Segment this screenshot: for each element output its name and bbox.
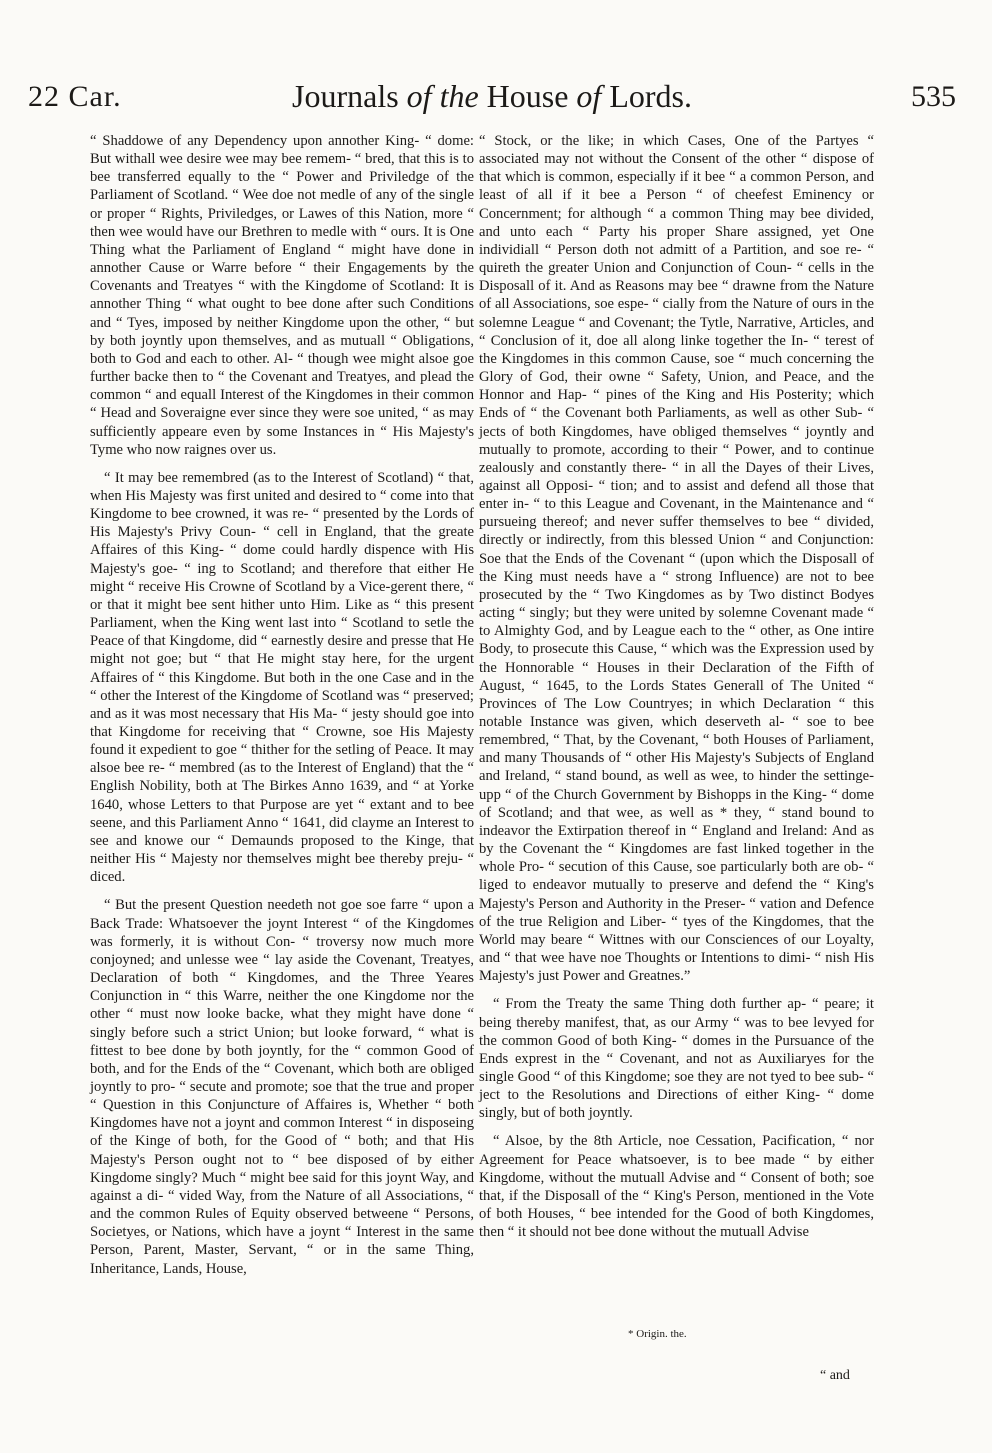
paragraph: “ Alsoe, by the 8th Article, noe Cessation, Pacification, “ nor Agreement for Peace whatsoever, is to bee made “ by either Kingdome, without the mutuall Advise and “ Consent of both; soe that, if the Disposall of the “ King's Person, mentioned in the Vote of both Houses, “ bee intended for the Good of both Kingdomes, then “ it should not bee done without the mutuall Advise [479, 1133, 874, 1241]
regnal-year: 22 Car. [28, 80, 122, 113]
page-number: 535 [911, 80, 956, 113]
title-word: House [486, 78, 569, 114]
footnote: * Origin. the. [628, 1328, 687, 1340]
left-column [90, 132, 474, 1288]
title-word: Journals [292, 78, 399, 114]
title-word: of [406, 78, 432, 114]
paragraph: “ From the Treaty the same Thing doth further ap- “ peare; it being thereby manifest, that, as our Army “ was to bee levyed for the common Good of both King- “ domes in the Pursuance of the Ends exprest in the “ Covenant, and not as Auxiliaryes for the single Good “ of this Kingdome; soe they are not tyed to bee sub- “ ject to the Resolutions and Directions of either King- “ dome singly, but of both joyntly. [479, 996, 874, 1122]
catchword: “ and [820, 1368, 850, 1383]
title-word: of [576, 78, 602, 114]
paragraph: “ Stock, or the like; in which Cases, One of the Partyes “ associated may not without the Consent of the other “ dispose of that which is common, especially if it bee “ a common Person, and least of all if it bee a Person “ of cheefest Eminency or Concernment; for although “ a common Thing may bee divided, and unto each “ Party his proper Share assigned, yet One individiall “ Person doth not admitt of a Partition, and soe re- “ quireth the greater Union and Conjunction of Coun- “ cells in the Disposall of it. And as Reasons may bee “ drawne from the Nature of all Associations, soe espe- “ cially from the Nature of ours in the solemne League “ and Covenant; the Tytle, Narrative, Articles, and “ Conclusion of it, doe all along linke together the In- “ terest of the Kingdomes in this common Cause, soe “ much concerning the Glory of God, their owne “ Safety, Union, and Peace, and the Honnor and Hap- “ pines of the King and His Posterity; which Ends of “ the Covenant both Parliaments, as well as other Sub- “ jects of both Kingdomes, have obliged themselves “ joyntly and mutually to promote, according to their “ Power, and to continue zealously and constantly there- “ in all the Dayes of their Lives, against all Opposi- “ tion; and to assist and defend all those that enter in- “ to this League and Covenant, in the Maintenance and “ pursueing thereof; and never suffer themselves to bee “ divided, directly or indirectly, from this blessed Union “ and Conjunction: Soe that the Ends of the Covenant “ (upon which the Disposall of the King must needs have a “ strong Influence) are not to bee prosecuted by the “ Two Kingdomes as by Two distinct Bodyes acting “ singly; but they were united by solemne Covenant made “ to Almighty God, and by League each to the “ other, as One intire Body, to prosecute this Cause, “ which was the Expression used by the Honnorable “ Houses in their Declaration of the Fifth of August, “ 1645, to the Lords States Generall of The United “ Provinces of The Low Countryes; in which Declaration “ this notable Instance was given, which deserveth al- “ soe to bee remembred, “ That, by the Covenant, “ both Houses of Parliament, and many Thousands of “ other His Majesty's Subjects of England and Ireland, “ stand bound, as well as wee, to hinder the settinge-upp “ of the Church Government by Bishopps in the King- “ dome of Scotland; and that wee, as well as * they, “ stand bound to indeavor the Extirpation thereof in “ England and Ireland: And as by the Covenant the “ Kingdomes are fast linked together in the whole Pro- “ secution of this Cause, soe particularly both are ob- “ liged to endeavor mutually to preserve and defend the “ King's Majesty's Person and Authority in the Preser- “ vation and Defence of the true Religion and Liber- “ tyes of the Kingdomes, that the World may beare “ Wittnes with our Consciences of our Loyalty, and “ that wee have noe Thoughts or Intentions to dimi- “ nish His Majesty's just Power and Greatnes.” [479, 133, 874, 985]
paragraph: “ Shaddowe of any Dependency upon annother King- “ dome: But withall wee desire wee may bee remem- “ bred, that this is to bee transferred equally to the “ Power and Priviledge of the Parliament of Scotland. “ Wee doe not medle of any of the single or proper “ Rights, Priviledges, or Lawes of this Nation, more “ then wee would have our Brethren to medle with “ ours. It is One Thing what the Parliament of England “ might have done in annother Cause or Warre before “ their Engagements by the Covenants and Treatyes “ with the Kingdome of Scotland: It is annother Thing “ what ought to bee done after such Conditions and “ Tyes, imposed by neither Kingdome upon the other, “ but by both joyntly upon themselves, and as mutuall “ Obligations, both to God and each to other. Al- “ though wee might alsoe goe further backe then to “ the Covenant and Treatyes, and plead the common “ and equall Interest of the Kingdomes in their common “ Head and Soveraigne ever since they were soe united, “ as may sufficiently appeare even by some Instances in “ His Majesty's Tyme who now raignes over us. [90, 133, 474, 458]
right-column [479, 132, 874, 1251]
paragraph: “ It may bee remembred (as to the Interest of Scotland) “ that, when His Majesty was first united and desired to “ come into that Kingdome to bee crowned, it was re- “ presented by the Lords of His Majesty's Privy Coun- “ cell in England, that the greate Affaires of this King- “ dome could hardly dispence with His Majesty's goe- “ ing to Scotland; and therefore that either He might “ receive His Crowne of Scotland by a Vice-gerent there, “ or that it might bee sent hither unto Him. Like as “ this present Parliament, when the King went last into “ Scotland to setle the Peace of that Kingdome, did “ earnestly desire and presse that He might not goe; but “ that He might stay here, for the urgent Affaires of “ this Kingdome. But both in the one Case and in the “ other the Interest of the Kingdome of Scotland was “ preserved; and as it was most necessary that His Ma- “ jesty should goe into that Kingdome for receiving that “ Crowne, soe His Majesty found it expedient to goe “ thither for the setling of Peace. It may alsoe bee re- “ membred (as to the Interest of England) that the “ English Nobility, both at The Birkes Anno 1639, and “ at Yorke 1640, whose Letters to that Purpose are yet “ extant and to bee seene, and this Parliament Anno “ 1641, did clayme an Interest to see and knowe our “ Demaunds proposed to the Kinge, that neither His “ Majesty nor themselves might bee thereby preju- “ diced. [90, 469, 474, 886]
page-header [28, 78, 956, 128]
paragraph: “ But the present Question needeth not goe soe farre “ upon a Back Trade: Whatsoever the joynt Interest “ of the Kingdomes was formerly, it is without Con- “ troversy now much more conjoyned; and unlesse wee “ lay aside the Covenant, Treatyes, Declaration of both “ Kingdomes, and the Three Yeares Conjunction in “ this Warre, neither the one Kingdome nor the other “ must now looke backe, what they might have done “ singly before such a strict Union; but looke forward, “ what is fittest to bee done by both joyntly, for the “ common Good of both, and for the Ends of the “ Covenant, which both are obliged joyntly to pro- “ secute and promote; soe that the true and proper “ Question in this Conjuncture of Affaires is, Whether “ both Kingdomes have not a joynt and common Interest “ in disposeing of the Kinge of both, for the Good of “ both; and that His Majesty's Person ought not to “ bee disposed of by either Kingdome singly? Much “ might bee said for this joynt Way, and against a di- “ vided Way, from the Nature of all Associations, “ and the common Rules of Equity observed betweene “ Persons, Societyes, or Nations, which have a joynt “ Interest in the same Person, Parent, Master, Servant, “ or in the same Thing, Inheritance, Lands, House, [90, 897, 474, 1277]
running-title [28, 78, 956, 115]
title-word: Lords. [609, 78, 692, 114]
title-word: the [439, 78, 479, 114]
